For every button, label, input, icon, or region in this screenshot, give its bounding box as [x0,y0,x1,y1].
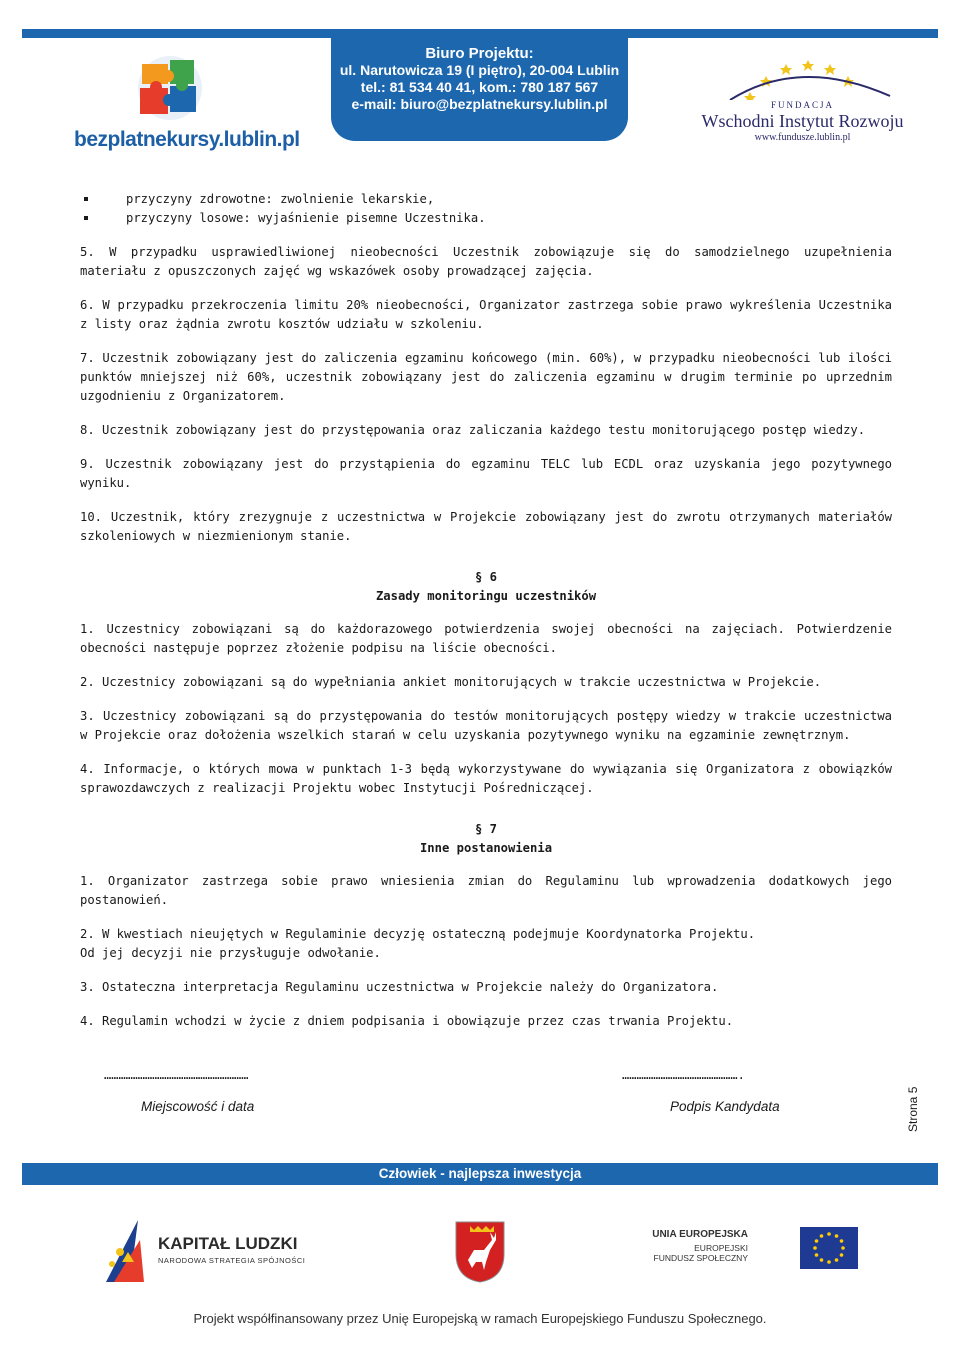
office-phone: tel.: 81 534 40 41, kom.: 780 187 567 [360,79,599,95]
kl-title: KAPITAŁ LUDZKI [158,1234,298,1253]
paragraph: 3. Ostateczna interpretacja Regulaminu uczestnictwa w Projekcie należy do Organizatora. [80,980,719,994]
fundacja-name: Wschodni Instytut Rozwoju [701,111,904,131]
lubelskie-coat-of-arms [452,1218,508,1284]
office-address: ul. Narutowicza 19 (I piętro), 20-004 Lublin [339,62,620,78]
section-title: Inne postanowienia [419,841,553,855]
date-signature-line: …………………………………………………… [104,1068,249,1082]
paragraph: 8. Uczestnik zobowiązany jest do przystępowania oraz zaliczania każdego testu monitorującego postęp wiedzy. [80,423,866,437]
paragraph: 2. Uczestnicy zobowiązani są do wypełniania ankiet monitorujących w trakcie uczestnictwa w Projekcie. [80,675,822,689]
paragraph: 4. Informacje, o których mowa w punktach 1-3 będą wykorzystywane do wywiązania się Organizatora z obowiązków sprawozdawczych z realizacji Projektu wobec Instytucji Pośredniczącej. [80,762,892,795]
office-email: e-mail: biuro@bezplatnekursy.lublin.pl [351,96,608,112]
eu-logo [652,1223,860,1273]
paragraph: 1. Uczestnicy zobowiązani są do każdorazowego potwierdzenia swojej obecności na zajęciach. Potwierdzenie obecności następuje poprzez złożenie podpisu na liście obecności. [80,622,892,655]
bezplatnekursy-logo [70,50,300,160]
office-title: Biuro Projektu: [425,45,534,62]
fundacja-label: FUNDACJA [770,100,834,110]
fundacja-logo [690,56,915,146]
paragraph: 3. Uczestnicy zobowiązani są do przystępowania do testów monitorujących postępy wiedzy w trakcie uczestnictwa w Projekcie oraz dołożenia wszelkich starań w celu uzyskania pozytywnego wyniku na egzaminie zewnętrznym. [80,709,892,742]
candidate-signature-label: Podpis Kandydata [670,1099,780,1114]
section-number: § 6 [474,570,497,584]
section-title: Zasady monitoringu uczestników [375,589,597,603]
paragraph: 9. Uczestnik zobowiązany jest do przystąpienia do egzaminu TELC lub ECDL oraz uzyskania jego pozytywnego wyniku. [80,457,892,490]
paragraph: 4. Regulamin wchodzi w życie z dniem podpisania i obowiązuje przez czas trwania Projektu. [80,1014,734,1028]
place-date-label: Miejscowość i data [141,1099,255,1114]
paragraph: Od jej decyzji nie przysługuje odwołanie. [80,946,381,960]
page-number: Strona 5 [906,1086,920,1132]
paragraph: 10. Uczestnik, który zrezygnuje z uczestnictwa w Projekcie zobowiązany jest do zwrotu otrzymanych materiałów szkoleniowych w niezmienionym stanie. [80,510,892,543]
kapital-ludzki-logo [100,1212,330,1290]
kl-subtitle: NARODOWA STRATEGIA SPÓJNOŚCI [158,1256,306,1265]
fundacja-www: www.fundusze.lublin.pl [754,132,851,143]
paragraph: 6. W przypadku przekroczenia limitu 20% nieobecności, Organizator zastrzega sobie prawo wykreślenia Uczestnika z listy oraz żądnia zwrotu kosztów udziału w szkoleniu. [80,298,892,331]
document-body [80,190,892,1046]
deer-shield-icon [452,1218,508,1284]
kapital-ludzki-icon [100,1212,156,1290]
paragraph: 5. W przypadku usprawiedliwionej nieobecności Uczestnik zobowiązuje się do samodzielnego uzupełnienia materiału z opuszczonych zajęć wg wskazówek osoby prowadzącej zajęcia. [80,245,892,278]
list-item: przyczyny losowe: wyjaśnienie pisemne Uczestnika. [80,209,892,228]
paragraph: 2. W kwestiach nieujętych w Regulaminie decyzję ostateczną podejmuje Koordynatorka Projektu. [80,927,756,941]
paragraph: 7. Uczestnik zobowiązany jest do zaliczenia egzaminu końcowego (min. 60%), w przypadku nieobecności lub ilości punktów mniejszej niż 60%, uczestnik zobowiązany jest do zaliczenia egzaminu w drugim terminie po uprzednim uzgodnieniu z Organizatorem. [80,351,892,403]
cofinancing-note: Projekt współfinansowany przez Unię Europejską w ramach Europejskiego Funduszu Społecznego. [193,1311,767,1326]
eu-title: UNIA EUROPEJSKA [652,1229,748,1240]
left-logo-text: bezplatnekursy.lublin.pl [74,128,300,151]
candidate-signature-line: …………………………………………. [622,1068,745,1082]
footer-banner: Człowiek - najlepsza inwestycja [22,1163,938,1185]
eu-flag-icon [800,1227,858,1269]
section-number: § 7 [474,822,497,836]
office-box [331,37,628,141]
section-heading [80,568,892,606]
bullet-icon [84,216,88,220]
eu-subtitle: EUROPEJSKI FUNDUSZ SPOŁECZNY [653,1243,748,1263]
paragraph: 1. Organizator zastrzega sobie prawo wniesienia zmian do Regulaminu lub wprowadzenia dodatkowych jego postanowień. [80,874,892,907]
bullet-icon [84,197,88,201]
section-heading [80,820,892,858]
puzzle-logo-icon [70,50,280,130]
list-item: przyczyny zdrowotne: zwolnienie lekarskie, [80,190,892,209]
star-arc-icon [690,56,915,100]
bullet-list [80,190,892,228]
